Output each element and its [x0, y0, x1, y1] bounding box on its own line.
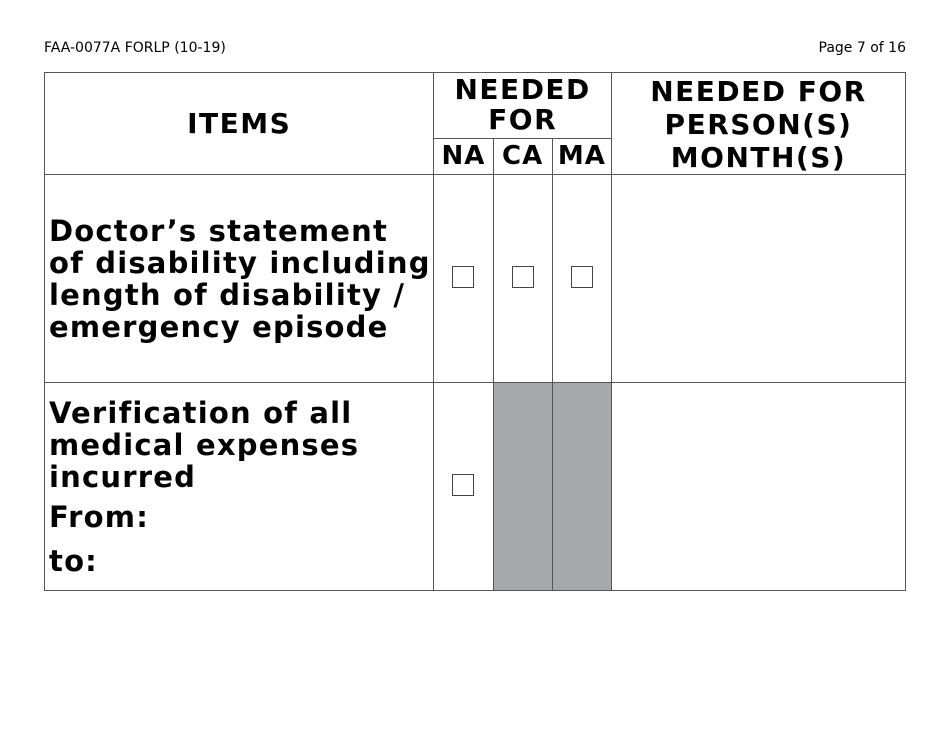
ma-cell — [552, 175, 611, 383]
form-id: FAA-0077A FORLP (10-19) — [44, 40, 226, 56]
table-row — [45, 175, 906, 383]
na-cell — [434, 175, 493, 383]
na-checkbox[interactable] — [452, 266, 474, 288]
person-month-field[interactable] — [611, 383, 905, 591]
ma-checkbox[interactable] — [571, 266, 593, 288]
items-header: ITEMS — [45, 73, 434, 175]
ma-shaded-cell — [552, 383, 611, 591]
na-checkbox[interactable] — [452, 474, 474, 496]
page-number: Page 7 of 16 — [818, 40, 906, 56]
ca-checkbox[interactable] — [512, 266, 534, 288]
table-row — [45, 383, 906, 591]
item-description: Verification of all medical expenses incurred From: to: — [45, 383, 434, 591]
ma-column-header: MA — [552, 138, 611, 174]
item-description: Doctor’s statement of disability including length of disability / emergency episode — [45, 175, 434, 383]
ca-shaded-cell — [493, 383, 552, 591]
na-cell — [434, 383, 493, 591]
needed-for-header: NEEDED FOR — [434, 73, 612, 139]
needed-for-person-header: NEEDED FOR PERSON(S) MONTH(S) — [611, 73, 905, 175]
from-label: From: — [49, 500, 149, 534]
ca-column-header: CA — [493, 138, 552, 174]
na-column-header: NA — [434, 138, 493, 174]
to-label: to: — [49, 544, 98, 578]
ca-cell — [493, 175, 552, 383]
person-month-field[interactable] — [611, 175, 905, 383]
document-checklist-table — [44, 72, 906, 591]
